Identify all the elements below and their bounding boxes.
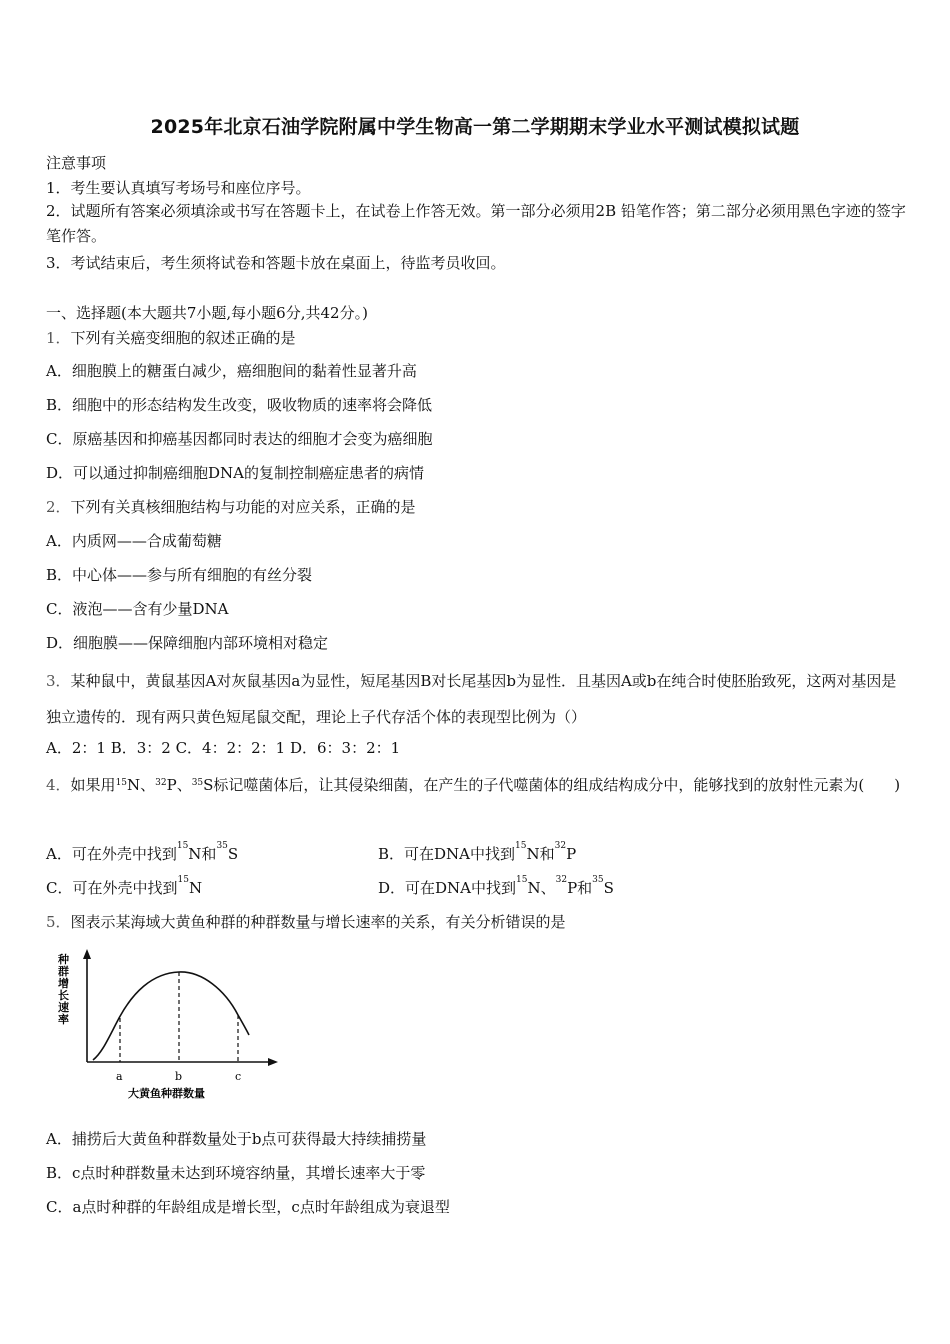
question-number: 5． bbox=[46, 913, 71, 931]
chart-xlabel: 大黄鱼种群数量 bbox=[128, 1087, 205, 1100]
q1-option-c: C．原癌基因和抑癌基因都同时表达的细胞才会变为癌细胞 bbox=[46, 430, 433, 448]
q5-option-b: B．c点时种群数量未达到环境容纳量，其增长速率大于零 bbox=[46, 1164, 426, 1182]
q1-option-d: D．可以通过抑制癌细胞DNA的复制控制癌症患者的病情 bbox=[46, 464, 425, 482]
ylabel-char: 速 bbox=[58, 1001, 69, 1014]
ylabel-char: 率 bbox=[58, 1013, 69, 1026]
question-5 bbox=[46, 911, 566, 932]
q1-option-a: A．细胞膜上的糖蛋白减少，癌细胞间的黏着性显著升高 bbox=[46, 362, 417, 380]
ylabel-char: 群 bbox=[58, 965, 69, 978]
q4-option-c: C．可在外壳中找到$^{15}$N bbox=[46, 875, 203, 897]
tick-label-c: c bbox=[235, 1070, 242, 1083]
question-stem: 图表示某海域大黄鱼种群的种群数量与增长速率的关系，有关分析错误的是 bbox=[70, 913, 566, 931]
y-axis-arrow bbox=[83, 949, 91, 959]
question-stem: 某种鼠中，黄鼠基因A对灰鼠基因a为显性，短尾基因B对长尾基因b为显性．且基因A或b在纯合时使胚胎致死，这两对基因是独立遗传的．现有两只黄色短尾鼠交配，理论上子代存活个体的表现型比例为（） bbox=[46, 672, 897, 726]
tick-label-a: a bbox=[116, 1070, 123, 1083]
growth-curve bbox=[93, 972, 249, 1060]
section-heading: 一、选择题(本大题共7小题,每小题6分,共42分。) bbox=[46, 304, 368, 322]
q3-options: A．2：1 B．3：2 C．4：2：2：1 D．6：3：2：1 bbox=[46, 739, 401, 757]
q2-option-b: B．中心体——参与所有细胞的有丝分裂 bbox=[46, 566, 313, 584]
question-1 bbox=[46, 327, 296, 348]
chart-ylabel bbox=[57, 952, 69, 1026]
ylabel-char: 增 bbox=[58, 977, 69, 990]
ylabel-char: 长 bbox=[58, 989, 69, 1002]
q4-option-a: A．可在外壳中找到$^{15}$N和$^{35}$S bbox=[46, 841, 239, 863]
question-number: 1． bbox=[46, 329, 71, 347]
q4-option-b: B．可在DNA中找到$^{15}$N和$^{32}$P bbox=[378, 841, 577, 863]
stem-text: N、 bbox=[127, 776, 156, 794]
stem-text: S标记噬菌体后，让其侵染细菌，在产生的子代噬菌体的组成结构成分中，能够找到的放射性元素为( ) bbox=[203, 776, 901, 794]
question-2 bbox=[46, 496, 416, 517]
notice-heading: 注意事项 bbox=[46, 154, 107, 172]
question-number: 3． bbox=[46, 672, 71, 690]
q5-option-c: C．a点时种群的年龄组成是增长型，c点时年龄组成为衰退型 bbox=[46, 1198, 450, 1216]
question-number: 4． bbox=[46, 776, 71, 794]
isotope-mass: 15 bbox=[115, 778, 128, 788]
q1-option-b: B．细胞中的形态结构发生改变，吸收物质的速率将会降低 bbox=[46, 396, 433, 414]
notice-item-3: 3．考试结束后，考生须将试卷和答题卡放在桌面上，待监考员收回。 bbox=[46, 254, 506, 272]
ylabel-char: 种 bbox=[58, 953, 69, 966]
x-axis-arrow bbox=[268, 1058, 278, 1066]
q2-option-a: A．内质网——合成葡萄糖 bbox=[46, 532, 222, 550]
q4-option-d: D．可在DNA中找到$^{15}$N、$^{32}$P和$^{35}$S bbox=[378, 875, 614, 897]
q5-option-a: A．捕捞后大黄鱼种群数量处于b点可获得最大持续捕捞量 bbox=[46, 1130, 427, 1148]
question-4 bbox=[46, 766, 908, 804]
question-3 bbox=[46, 663, 908, 735]
page-title: 2025年北京石油学院附属中学生物高一第二学期期末学业水平测试模拟试题 bbox=[150, 116, 800, 138]
question-stem: 下列有关癌变细胞的叙述正确的是 bbox=[70, 329, 296, 347]
notice-item-2: 2．试题所有答案必须填涂或书写在答题卡上，在试卷上作答无效。第一部分必须用2B 铅笔作答；第二部分必须用黑色字迹的签字笔作答。 bbox=[46, 202, 906, 245]
growth-rate-chart bbox=[50, 945, 290, 1105]
question-number: 2． bbox=[46, 498, 71, 516]
question-stem: 下列有关真核细胞结构与功能的对应关系，正确的是 bbox=[70, 498, 416, 516]
q2-option-d: D．细胞膜——保障细胞内部环境相对稳定 bbox=[46, 634, 329, 652]
stem-text: P、 bbox=[166, 776, 192, 794]
notice-item-1: 1．考生要认真填写考场号和座位序号。 bbox=[46, 179, 311, 197]
isotope-mass: 32 bbox=[155, 778, 167, 788]
q2-option-c: C．液泡——含有少量DNA bbox=[46, 600, 229, 618]
tick-label-b: b bbox=[175, 1070, 183, 1083]
stem-text: 如果用 bbox=[70, 776, 116, 794]
isotope-mass: 35 bbox=[191, 778, 204, 788]
